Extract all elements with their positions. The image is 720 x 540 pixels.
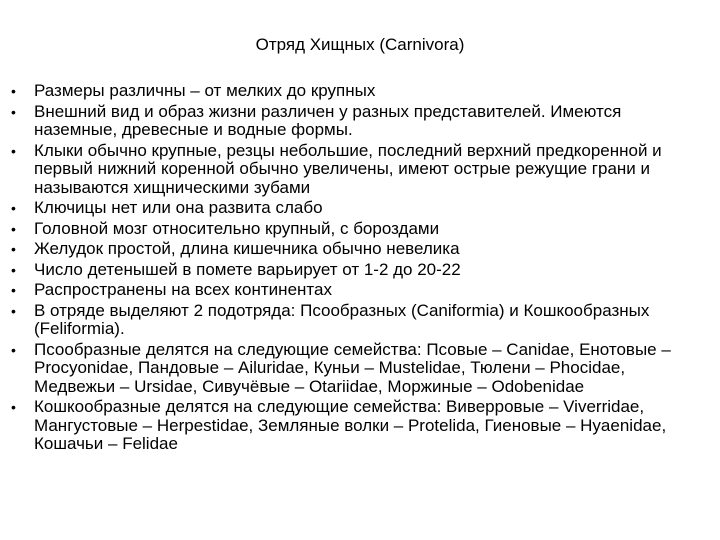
list-item-text: Желудок простой, длина кишечника обычно невелика <box>34 239 460 258</box>
list-item <box>0 142 700 198</box>
list-item <box>0 82 700 101</box>
bullet-icon: • <box>11 261 16 278</box>
list-item-text: Головной мозг относительно крупный, с бороздами <box>34 218 440 238</box>
bullet-icon: • <box>11 200 16 216</box>
list-item <box>0 261 700 280</box>
list-item-text: Число детенышей в помете варьирует от 1-2 до 20-22 <box>34 259 461 279</box>
list-item-text: В отряде выделяют 2 подотряда: Псообразных (Caniformia) и Кошкообразных (Feliformia). <box>34 300 650 338</box>
list-item <box>0 103 700 140</box>
bullet-icon: • <box>11 142 16 159</box>
bullet-icon: • <box>11 302 16 319</box>
list-item-text: Внешний вид и образ жизни различен у разных представителей. Имеются наземные, древесные и водные формы. <box>34 101 622 139</box>
list-item-text: Клыки обычно крупные, резцы небольшие, последний верхний предкоренной и первый нижний коренной обычно увеличены, имеют острые режущие грани и называются хищническими зубами <box>34 140 662 197</box>
list-item-text: Ключицы нет или она развита слабо <box>34 198 323 217</box>
list-item <box>0 398 700 454</box>
bullet-icon: • <box>11 282 16 298</box>
bullet-icon: • <box>11 399 16 415</box>
bullet-icon: • <box>11 341 16 358</box>
bullet-icon: • <box>11 220 16 237</box>
list-item-text: Распространены на всех континентах <box>34 280 332 299</box>
list-item-text: Кошкообразные делятся на следующие семейства: Виверровые – Viverridae, Мангустовые – Herpestidae, Земляные волки – Protelida, Гиеновые – Hyaenidae, Кошачьи – Felidae <box>34 397 667 453</box>
list-item <box>0 341 700 397</box>
bullet-icon: • <box>11 83 16 99</box>
list-item <box>0 302 700 339</box>
list-item <box>0 220 700 239</box>
slide-title: Отряд Хищных (Carnivora) <box>255 35 465 54</box>
list-item-text: Размеры различны – от мелких до крупных <box>34 81 376 100</box>
list-item-text: Псообразные делятся на следующие семейства: Псовые – Canidae, Енотовые – Procyonidae, Пандовые – Ailuridae, Куньи – Mustelidae, Тюлени – Phocidae, Медвежьи – Ursidae, Сивучёвые – Otariidae, Моржиные – Odobenidae <box>34 339 671 396</box>
bullet-list <box>0 82 700 456</box>
bullet-icon: • <box>11 241 16 257</box>
bullet-icon: • <box>11 103 16 120</box>
list-item <box>0 240 700 259</box>
list-item <box>0 199 700 218</box>
list-item <box>0 281 700 300</box>
